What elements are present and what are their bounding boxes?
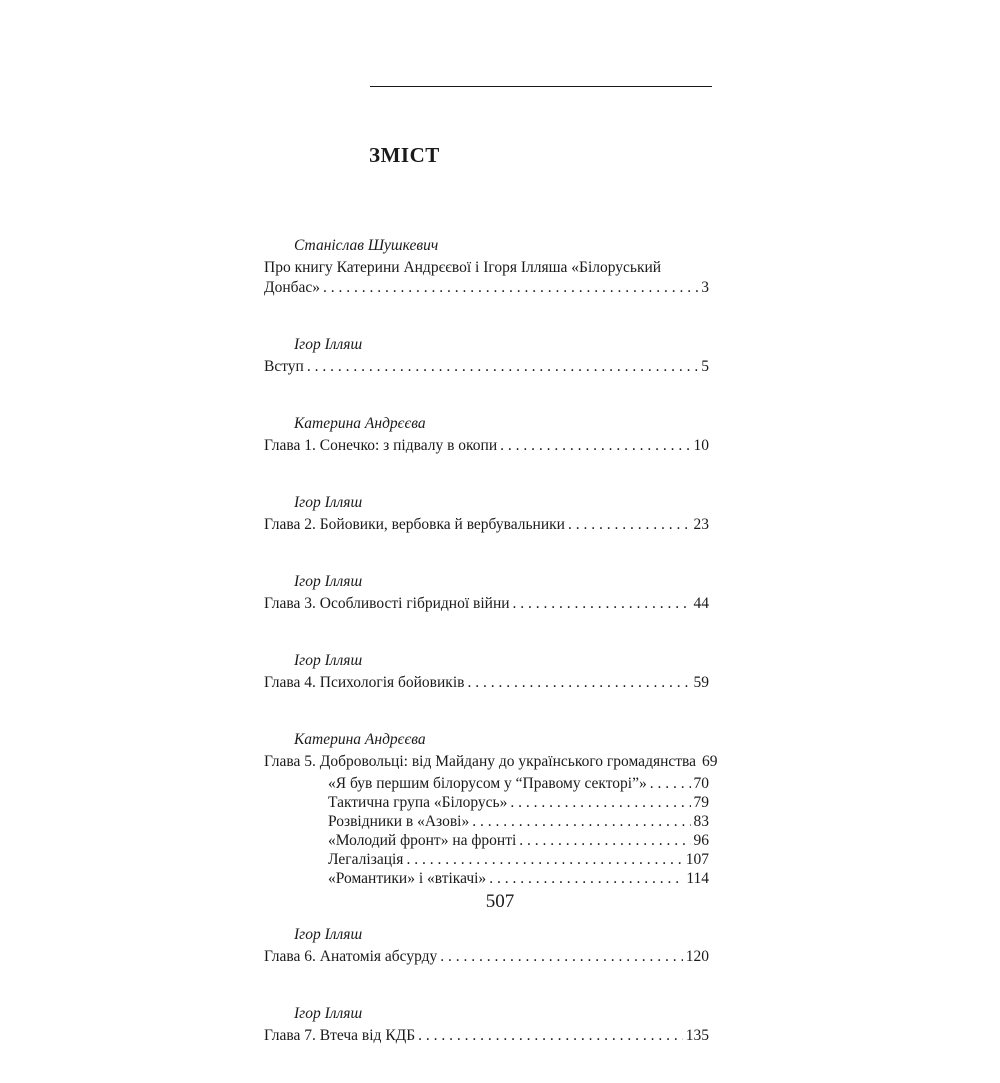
subsection-title: Розвідники в «Азові»: [328, 813, 470, 830]
page-number: 135: [685, 1027, 709, 1044]
entry-author: Ігор Ілляш: [294, 1005, 363, 1022]
entry-author: Катерина Андрєєва: [294, 731, 426, 748]
dot-leader: [307, 357, 698, 377]
toc-entry-chapter-4: [264, 651, 709, 693]
toc-entry-chapter-5: [264, 730, 718, 888]
entry-title-line2: Донбас»: [264, 279, 321, 296]
toc-entry-chapter-3: [264, 572, 709, 614]
subsection-title: «Я був першим білорусом у “Правому секторі”»: [328, 775, 647, 792]
subsection-line: [264, 850, 709, 869]
page-number: 69: [702, 753, 718, 770]
dot-leader: [568, 515, 691, 535]
toc-entry-chapter-1: [264, 414, 709, 456]
dot-leader: [467, 673, 690, 693]
subsection-line: [264, 812, 709, 831]
subsection-line: [264, 774, 709, 793]
dot-leader: [440, 947, 682, 967]
toc-entry-chapter-2: [264, 493, 709, 535]
subsection-title: Тактична група «Білорусь»: [328, 794, 508, 811]
toc-line: [264, 947, 709, 967]
toc-line: [264, 436, 709, 456]
page-number: 79: [693, 794, 709, 811]
page-number: 120: [685, 948, 709, 965]
top-rule: [370, 86, 712, 87]
entry-author: Ігор Ілляш: [294, 652, 363, 669]
toc-entry-intro: [264, 335, 709, 377]
toc-line: [264, 673, 709, 693]
dot-leader: [472, 812, 690, 831]
toc-entry-chapter-7: [264, 1004, 709, 1046]
entry-author: Ігор Ілляш: [294, 494, 363, 511]
page-number: 70: [693, 775, 709, 792]
entry-author: Ігор Ілляш: [294, 573, 363, 590]
toc-entry-foreword: [264, 236, 709, 298]
toc-line: [264, 357, 709, 377]
dot-leader: [513, 594, 691, 614]
page-number: 10: [693, 437, 709, 454]
entry-title: Глава 1. Сонечко: з підвалу в окопи: [264, 437, 498, 454]
subsection-line: [264, 831, 709, 850]
toc-entry-chapter-6: [264, 925, 709, 967]
page-number: 5: [701, 358, 709, 375]
toc-line: [264, 752, 718, 772]
toc-line: [264, 594, 709, 614]
entry-title: Глава 5. Добровольці: від Майдану до українського громадянства: [264, 753, 697, 770]
page-number: 107: [685, 851, 709, 868]
subsection-line: [264, 793, 709, 812]
toc-line: [264, 1026, 709, 1046]
entry-title: Глава 3. Особливості гібридної війни: [264, 595, 510, 612]
entry-author: Катерина Андрєєва: [294, 415, 426, 432]
dot-leader: [510, 793, 690, 812]
page-title: ЗМІСТ: [369, 143, 440, 167]
page-number: 3: [701, 279, 709, 296]
entry-title: Вступ: [264, 358, 304, 375]
page-number: 23: [693, 516, 709, 533]
subsection-title: «Молодий фронт» на фронті: [328, 832, 517, 849]
toc-line: [264, 515, 709, 535]
entry-author: Станіслав Шушкевич: [294, 237, 439, 254]
toc-line: [264, 278, 709, 298]
page-number: 96: [693, 832, 709, 849]
page-number: 44: [693, 595, 709, 612]
subsection-line: [264, 869, 709, 888]
page-number: 83: [693, 813, 709, 830]
dot-leader: [418, 1026, 683, 1046]
entry-title: Глава 4. Психологія бойовиків: [264, 674, 465, 691]
dot-leader: [489, 869, 683, 888]
page-number-footer: 507: [485, 891, 515, 912]
entry-title: Глава 6. Анатомія абсурду: [264, 948, 438, 965]
entry-title: Глава 7. Втеча від КДБ: [264, 1027, 416, 1044]
subsection-list: [264, 774, 709, 888]
page-number: 114: [686, 870, 709, 887]
table-of-contents: [264, 236, 718, 1083]
entry-title: Глава 2. Бойовики, вербовка й вербувальники: [264, 516, 565, 533]
dot-leader: [323, 278, 698, 298]
entry-author: Ігор Ілляш: [294, 336, 363, 353]
subsection-title: «Романтики» і «втікачі»: [328, 870, 487, 887]
dot-leader: [519, 831, 690, 850]
entry-title-line1: Про книгу Катерини Андрєєвої і Ігоря Ілляша «Білоруський: [264, 259, 662, 276]
dot-leader: [650, 774, 691, 793]
subsection-title: Легалізація: [328, 851, 404, 868]
dot-leader: [406, 850, 682, 869]
page-number: 59: [693, 674, 709, 691]
dot-leader: [500, 436, 690, 456]
entry-author: Ігор Ілляш: [294, 926, 363, 943]
